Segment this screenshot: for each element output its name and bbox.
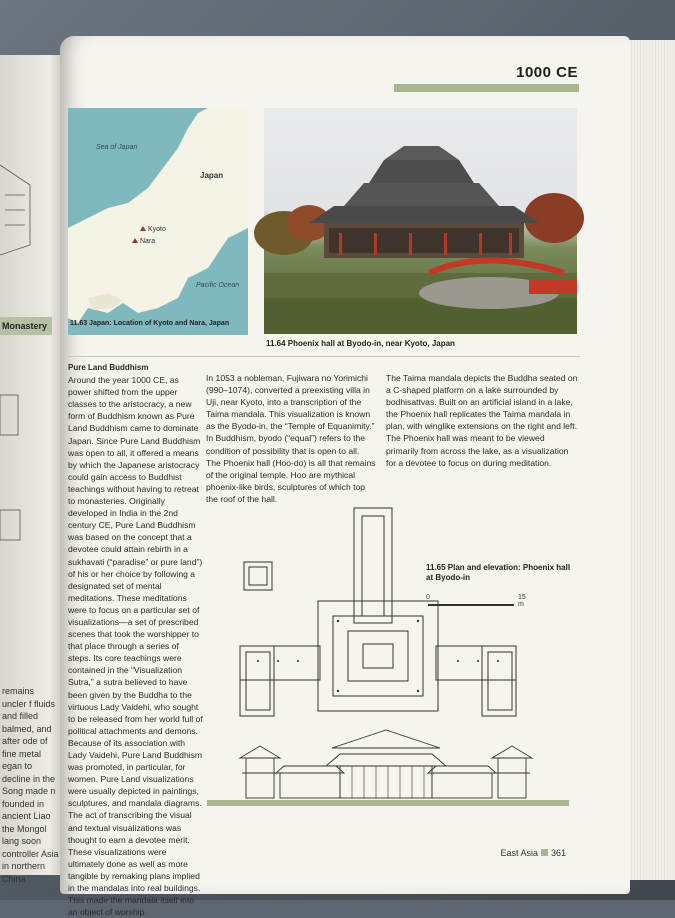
elevation-ground-band xyxy=(207,800,569,806)
column-2-text: In 1053 a nobleman, Fujiwara no Yorimichi (990–1074), converted a preexisting villa in Uji, near Kyoto, into a transcription of the Taima mandala. This visualization is known as the Byodo-in, the “Temple of Equanimity.” In Buddhism, byodo (“equal”) refers to the condition of possibility that is open to all. The Phoenix hall (Hoo-do) is all that remains of the original temple. Hoo are mythical phoenix-like birds, sculptures of which top the roof of the hall. xyxy=(206,373,376,504)
era-bar xyxy=(394,84,579,92)
kyoto-marker-icon xyxy=(140,226,146,231)
scale-start-label: 0 xyxy=(426,594,430,601)
book-page xyxy=(60,36,630,918)
article-column-3 xyxy=(386,372,578,469)
column-3-text: The Taima mandala depicts the Buddha seated on a C-shaped platform on a lake surrounded by bodhisattvas. Built on an artificial island in a lake, the Phoenix hall replicates the Taima mandala in plan, with winglike extensions on the right and left. The Phoenix hall was meant to be viewed primarily from across the lake, as a visualization for a devotee to focus on during meditation. xyxy=(386,373,578,468)
japan-map xyxy=(68,108,248,335)
scale-end-label: 15 m xyxy=(518,594,526,608)
map-label-ocean: Pacific Ocean xyxy=(196,282,240,289)
photo-caption: 11.64 Phoenix hall at Byodo-in, near Kyoto, Japan xyxy=(266,339,455,348)
footer-square-icon xyxy=(541,849,548,856)
left-page-drawing xyxy=(0,155,60,305)
photo-illustration xyxy=(264,108,577,334)
article-column-2 xyxy=(206,372,376,505)
city-kyoto: Kyoto xyxy=(140,226,166,233)
city-nara: Nara xyxy=(132,238,155,245)
footer-section: East Asia xyxy=(500,848,538,858)
phoenix-hall-photo xyxy=(264,108,577,334)
column-1-text: Around the year 1000 CE, as power shifted from the upper classes to the aristocracy, a new form of Buddhism known as Pure Land Buddhism came to dominate Japan. Since Pure Land Buddhism was open to all, it offered a means by which the Japanese aristocracy could gain access to Buddhist teachings without having to retreat to monasteries. Originally developed in India in the 2nd century CE, Pure Land Buddhism was based on the concept that a devotee could attain rebirth in a sukhavati (“paradise” or pure land”) of his or her choice by following a designated set of mental meditations. These meditations were to focus on a particular set of visualizations—a set of prescribed scenes that took the worshipper to that place through a series of steps. Its core teachings were contained in the “Visualization Sutra,” a sutra believed to have been given by the Buddha to the virtuous Lady Vaidehi, who sought to be released from her world full of political attachments and demons. Because of its association with Lady Vaidehi, Pure Land Buddhism was promoted, in particular, for women. Pure Land visualizations were usually depicted in paintings, sculptures, and mandala diagrams. The act of transcribing the visual and textual visualizations was thought to earn a devotee merit. These visualizations were ultimately done as well as more tangible by remaking plans implied in the mandalas into real buildings. This made the mandala itself into an object of worship. xyxy=(68,375,203,918)
map-label-country: Japan xyxy=(200,171,224,180)
article-heading: Pure Land Buddhism xyxy=(68,363,149,372)
article-column-1 xyxy=(68,362,204,918)
elevation-drawing xyxy=(236,728,536,803)
page-footer xyxy=(500,848,566,858)
left-page-text-fragment: remains uncler f fluids and filled balmed, and after ode of fine metal egan to decline in the Song made n founded in ancient Liao the Mongol lang soon controller Asia in northern China xyxy=(2,686,59,884)
map-label-sea: Sea of Japan xyxy=(96,144,138,151)
era-heading: 1000 CE xyxy=(516,64,578,81)
caption-separator xyxy=(68,356,580,357)
map-landmass xyxy=(68,108,248,335)
footer-page-number: 361 xyxy=(550,848,566,858)
nara-marker-icon xyxy=(132,238,138,243)
left-page-label: Monastery xyxy=(0,317,52,335)
floor-plan-drawing xyxy=(238,506,528,726)
map-caption: 11.63 Japan: Location of Kyoto and Nara, Japan xyxy=(70,320,230,327)
figure-caption: 11.65 Plan and elevation: Phoenix hall at Byodo-in xyxy=(426,563,571,582)
